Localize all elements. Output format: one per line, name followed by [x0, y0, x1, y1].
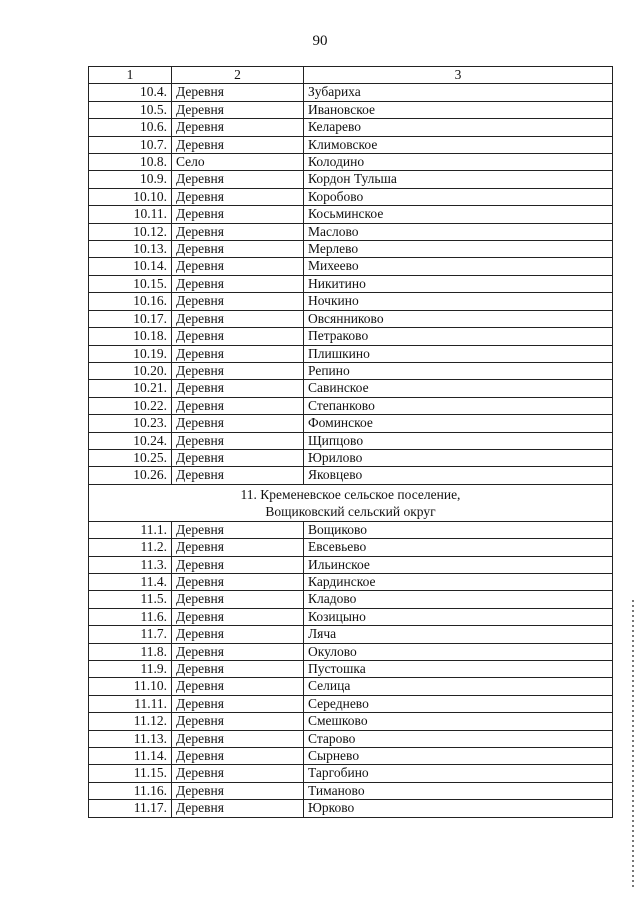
table-row	[89, 119, 613, 136]
row-number: 10.23.	[89, 415, 172, 432]
settlement-name: Овсянниково	[304, 310, 613, 327]
settlement-type: Деревня	[172, 608, 304, 625]
settlement-type: Деревня	[172, 643, 304, 660]
row-number: 10.11.	[89, 206, 172, 223]
settlement-type: Деревня	[172, 310, 304, 327]
settlements-table	[88, 66, 613, 818]
row-number: 10.5.	[89, 101, 172, 118]
row-number: 11.13.	[89, 730, 172, 747]
table-row	[89, 626, 613, 643]
settlement-name: Ляча	[304, 626, 613, 643]
settlement-name: Ивановское	[304, 101, 613, 118]
row-number: 11.11.	[89, 695, 172, 712]
settlement-type: Деревня	[172, 800, 304, 817]
table-row	[89, 362, 613, 379]
section-11-title	[89, 484, 613, 521]
settlement-name: Плишкино	[304, 345, 613, 362]
row-number: 10.20.	[89, 362, 172, 379]
table-row	[89, 397, 613, 414]
row-number: 11.2.	[89, 539, 172, 556]
settlement-name: Савинское	[304, 380, 613, 397]
row-number: 10.18.	[89, 328, 172, 345]
settlement-name: Евсевьево	[304, 539, 613, 556]
settlement-name: Петраково	[304, 328, 613, 345]
header-col-1: 1	[89, 67, 172, 84]
row-number: 10.12.	[89, 223, 172, 240]
row-number: 10.13.	[89, 241, 172, 258]
row-number: 11.15.	[89, 765, 172, 782]
settlement-type: Деревня	[172, 591, 304, 608]
settlement-type: Деревня	[172, 713, 304, 730]
settlement-name: Старово	[304, 730, 613, 747]
settlement-type: Деревня	[172, 119, 304, 136]
table-row	[89, 608, 613, 625]
settlement-name: Козицыно	[304, 608, 613, 625]
settlement-name: Яковцево	[304, 467, 613, 484]
table-row	[89, 800, 613, 817]
settlement-type: Деревня	[172, 467, 304, 484]
row-number: 11.3.	[89, 556, 172, 573]
row-number: 10.9.	[89, 171, 172, 188]
settlement-name: Кордон Тульша	[304, 171, 613, 188]
row-number: 11.10.	[89, 678, 172, 695]
table-row	[89, 449, 613, 466]
settlement-type: Деревня	[172, 415, 304, 432]
settlement-name: Середнево	[304, 695, 613, 712]
settlement-name: Щипцово	[304, 432, 613, 449]
row-number: 11.16.	[89, 782, 172, 799]
settlement-type: Деревня	[172, 171, 304, 188]
settlement-name: Репино	[304, 362, 613, 379]
settlement-name: Михеево	[304, 258, 613, 275]
table-row	[89, 678, 613, 695]
row-number: 11.4.	[89, 573, 172, 590]
settlement-type: Деревня	[172, 521, 304, 538]
header-col-3: 3	[304, 67, 613, 84]
settlement-name: Таргобино	[304, 765, 613, 782]
table-body	[89, 67, 613, 818]
row-number: 10.4.	[89, 84, 172, 101]
page-number: 90	[312, 33, 328, 49]
settlement-type: Деревня	[172, 432, 304, 449]
row-number: 11.1.	[89, 521, 172, 538]
table-row	[89, 206, 613, 223]
table-row	[89, 467, 613, 484]
table-row	[89, 713, 613, 730]
settlement-type: Деревня	[172, 626, 304, 643]
row-number: 11.5.	[89, 591, 172, 608]
settlement-name: Зубариха	[304, 84, 613, 101]
table-row	[89, 310, 613, 327]
row-number: 11.7.	[89, 626, 172, 643]
settlement-type: Деревня	[172, 328, 304, 345]
settlement-name: Мерлево	[304, 241, 613, 258]
settlement-name: Кардинское	[304, 573, 613, 590]
row-number: 10.15.	[89, 275, 172, 292]
settlement-name: Ильинское	[304, 556, 613, 573]
section-11-header	[89, 484, 613, 521]
settlement-type: Деревня	[172, 539, 304, 556]
settlement-type: Деревня	[172, 782, 304, 799]
table-row	[89, 380, 613, 397]
table-row	[89, 643, 613, 660]
table-row	[89, 101, 613, 118]
table-row	[89, 275, 613, 292]
table-row	[89, 539, 613, 556]
row-number: 10.8.	[89, 154, 172, 171]
row-number: 10.25.	[89, 449, 172, 466]
row-number: 10.26.	[89, 467, 172, 484]
settlement-name: Никитино	[304, 275, 613, 292]
settlement-name: Сырнево	[304, 748, 613, 765]
settlement-name: Фоминское	[304, 415, 613, 432]
settlement-type: Деревня	[172, 362, 304, 379]
settlement-type: Деревня	[172, 293, 304, 310]
settlement-type: Деревня	[172, 661, 304, 678]
settlement-name: Смешково	[304, 713, 613, 730]
settlement-name: Косьминское	[304, 206, 613, 223]
settlement-type: Деревня	[172, 136, 304, 153]
table-row	[89, 84, 613, 101]
table-row	[89, 293, 613, 310]
settlement-type: Село	[172, 154, 304, 171]
table-row	[89, 661, 613, 678]
settlement-type: Деревня	[172, 573, 304, 590]
settlement-name: Колодино	[304, 154, 613, 171]
settlement-type: Деревня	[172, 678, 304, 695]
row-number: 11.6.	[89, 608, 172, 625]
table-row	[89, 521, 613, 538]
settlement-name: Степанково	[304, 397, 613, 414]
row-number: 11.12.	[89, 713, 172, 730]
table-row	[89, 765, 613, 782]
settlement-type: Деревня	[172, 223, 304, 240]
scan-edge-marks	[632, 600, 634, 890]
table-row	[89, 241, 613, 258]
row-number: 10.24.	[89, 432, 172, 449]
settlement-type: Деревня	[172, 695, 304, 712]
row-number: 10.22.	[89, 397, 172, 414]
table-row	[89, 730, 613, 747]
settlement-name: Тиманово	[304, 782, 613, 799]
settlement-type: Деревня	[172, 275, 304, 292]
table-row	[89, 748, 613, 765]
settlement-name: Коробово	[304, 188, 613, 205]
settlement-name: Окулово	[304, 643, 613, 660]
settlement-type: Деревня	[172, 748, 304, 765]
table-row	[89, 556, 613, 573]
settlement-type: Деревня	[172, 101, 304, 118]
row-number: 10.14.	[89, 258, 172, 275]
settlement-name: Юрково	[304, 800, 613, 817]
settlement-name: Пустошка	[304, 661, 613, 678]
table-row	[89, 432, 613, 449]
settlement-type: Деревня	[172, 730, 304, 747]
settlement-type: Деревня	[172, 345, 304, 362]
settlement-type: Деревня	[172, 206, 304, 223]
settlement-type: Деревня	[172, 188, 304, 205]
row-number: 10.10.	[89, 188, 172, 205]
row-number: 10.6.	[89, 119, 172, 136]
row-number: 10.21.	[89, 380, 172, 397]
table-row	[89, 136, 613, 153]
table-row	[89, 258, 613, 275]
table-row	[89, 223, 613, 240]
settlement-type: Деревня	[172, 241, 304, 258]
row-number: 11.14.	[89, 748, 172, 765]
settlement-type: Деревня	[172, 397, 304, 414]
table-row	[89, 345, 613, 362]
row-number: 11.17.	[89, 800, 172, 817]
table-header-row	[89, 67, 613, 84]
settlement-type: Деревня	[172, 449, 304, 466]
settlement-type: Деревня	[172, 380, 304, 397]
settlement-name: Климовское	[304, 136, 613, 153]
settlement-name: Вощиково	[304, 521, 613, 538]
table-row	[89, 188, 613, 205]
settlement-name: Кладово	[304, 591, 613, 608]
row-number: 10.16.	[89, 293, 172, 310]
table-row	[89, 154, 613, 171]
section-11-line-1: 11. Кременевское сельское поселение,	[240, 486, 461, 502]
settlement-name: Селица	[304, 678, 613, 695]
table-row	[89, 782, 613, 799]
header-col-2: 2	[172, 67, 304, 84]
settlement-name: Келарево	[304, 119, 613, 136]
settlement-name: Ночкино	[304, 293, 613, 310]
row-number: 11.9.	[89, 661, 172, 678]
table-row	[89, 415, 613, 432]
table-row	[89, 573, 613, 590]
table-row	[89, 328, 613, 345]
settlement-type: Деревня	[172, 556, 304, 573]
settlement-name: Юрилово	[304, 449, 613, 466]
table-row	[89, 695, 613, 712]
settlement-name: Маслово	[304, 223, 613, 240]
settlement-type: Деревня	[172, 258, 304, 275]
row-number: 10.17.	[89, 310, 172, 327]
section-11-line-2: Вощиковский сельский округ	[265, 503, 436, 519]
row-number: 10.7.	[89, 136, 172, 153]
settlement-type: Деревня	[172, 765, 304, 782]
row-number: 11.8.	[89, 643, 172, 660]
table-row	[89, 591, 613, 608]
row-number: 10.19.	[89, 345, 172, 362]
settlement-type: Деревня	[172, 84, 304, 101]
table-row	[89, 171, 613, 188]
